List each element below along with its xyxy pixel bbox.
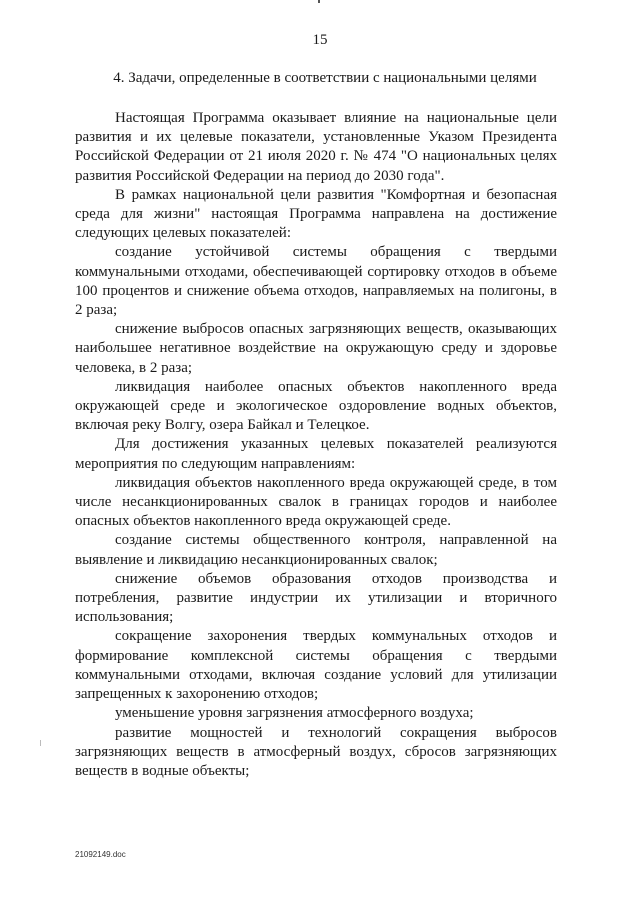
paragraph: Настоящая Программа оказывает влияние на национальные цели развития и их целевые показатели, установленные Указом Президента Российской Федерации от 21 июля 2020 г. № 474 "О национальных целях развития Российской Федерации на период до 2030 года". [75, 110, 557, 184]
paragraph: снижение выбросов опасных загрязняющих веществ, оказывающих наибольшее негативное воздействие на окружающую среду и здоровье человека, в 2 раза; [75, 321, 557, 376]
paragraph: Для достижения указанных целевых показателей реализуются мероприятия по следующим направлениям: [75, 436, 557, 472]
footer-filename: 21092149.doc [75, 850, 126, 859]
margin-mark [40, 740, 41, 746]
paragraph: ликвидация объектов накопленного вреда окружающей среде, в том числе несанкционированных свалок в границах городов и наиболее опасных объектов накопленного вреда окружающей среде. [75, 474, 557, 530]
paragraph: сокращение захоронения твердых коммунальных отходов и формирование комплексной системы обращения с твердыми коммунальными отходами, включая создание условий для утилизации запрещенных к захоронению отходов; [75, 628, 557, 703]
section-heading: 4. Задачи, определенные в соответствии с национальными целями [113, 70, 537, 86]
paragraph: развитие мощностей и технологий сокращения выбросов загрязняющих веществ в атмосферный воздух, сбросов загрязняющих веществ в водные объекты; [75, 724, 557, 779]
paragraph: ликвидация наиболее опасных объектов накопленного вреда окружающей среде и экологическое оздоровление водных объектов, включая реку Волгу, озера Байкал и Телецкое. [75, 378, 557, 434]
document-body [75, 109, 557, 781]
page-number: 15 [312, 32, 328, 48]
top-scan-mark [318, 0, 320, 3]
paragraph: снижение объемов образования отходов производства и потребления, развитие индустрии их утилизации и вторичного использования; [75, 570, 557, 626]
paragraph: В рамках национальной цели развития "Комфортная и безопасная среда для жизни" настоящая Программа направлена на достижение следующих целевых показателей: [75, 186, 557, 242]
paragraph: создание устойчивой системы обращения с твердыми коммунальными отходами, обеспечивающей сортировку отходов в объеме 100 процентов и снижение объема отходов, направляемых на полигоны, в 2 раза; [75, 244, 557, 319]
paragraph: уменьшение уровня загрязнения атмосферного воздуха; [115, 705, 474, 722]
paragraph: создание системы общественного контроля, направленной на выявление и ликвидацию несанкционированных свалок; [75, 532, 557, 568]
